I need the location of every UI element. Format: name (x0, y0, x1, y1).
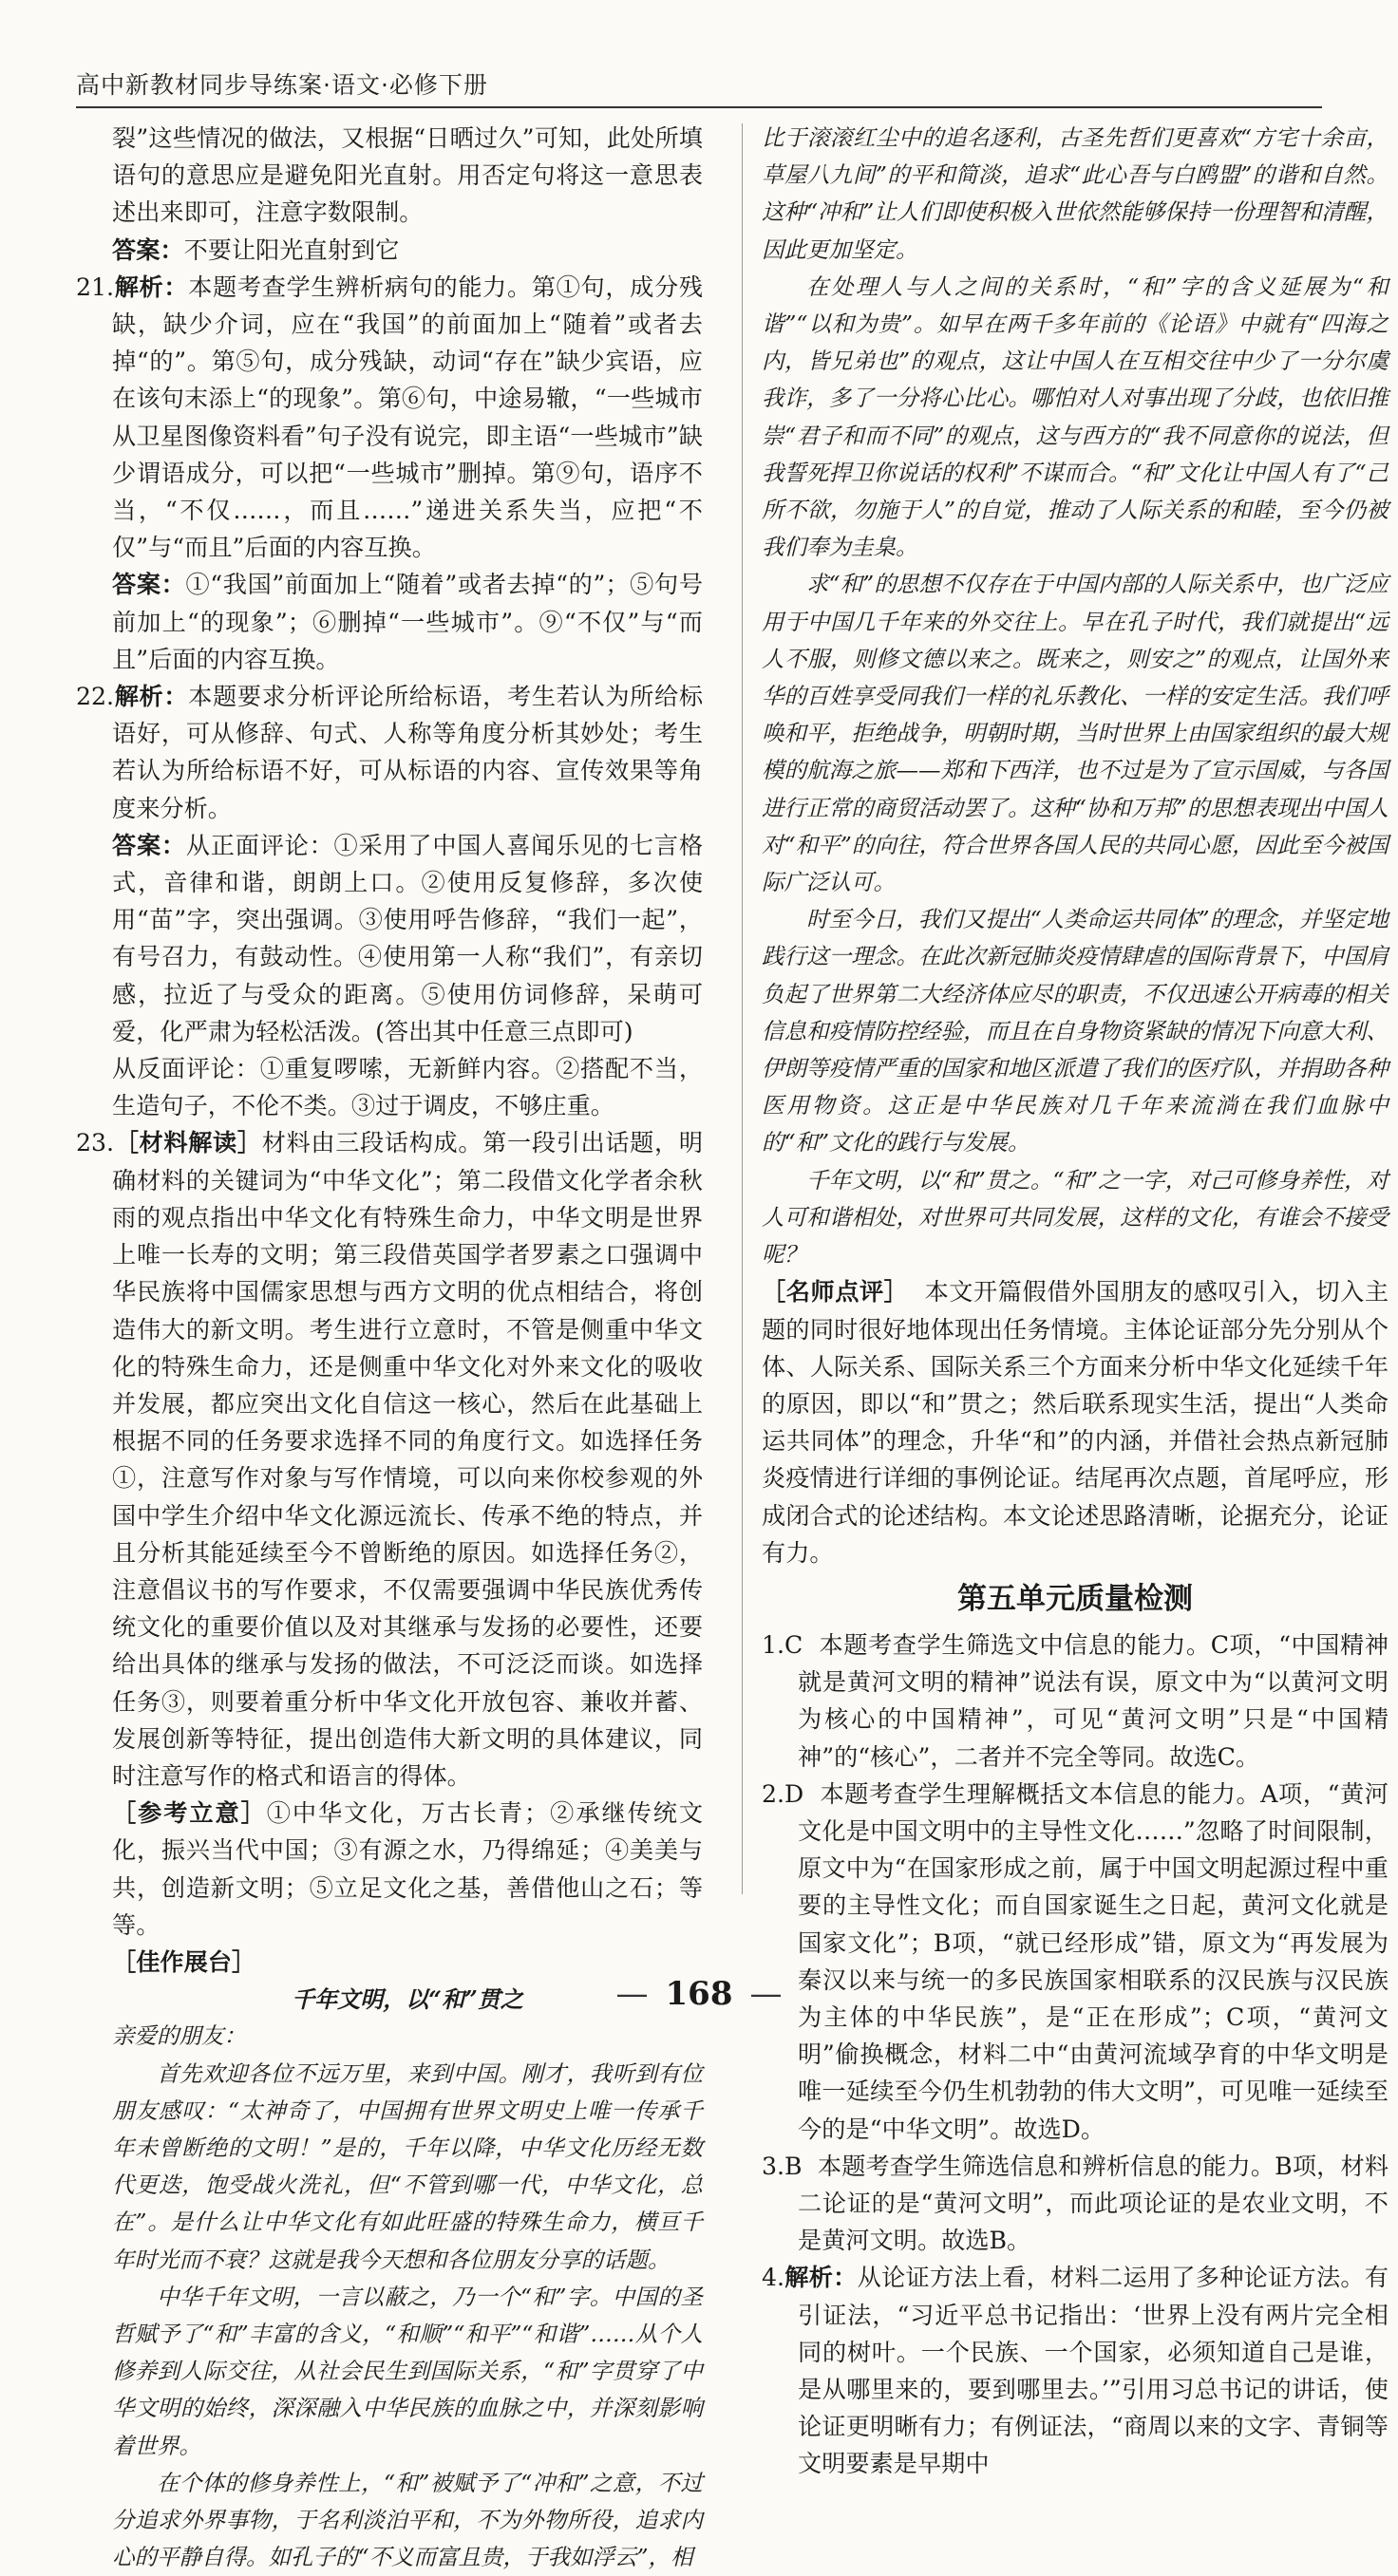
header-rule (76, 106, 1322, 108)
essay (76, 1981, 703, 2576)
essay-paragraph: 在处理人与人之间的关系时，“和”字的含义延展为“和谐”“以和为贵”。如早在两千多年前的《论语》中就有“四海之内，皆兄弟也”的观点，这让中国人在互相交往中少了一分尔虞我诈，多了一分将心比心。哪怕对人对事出现了分歧，也依旧推崇“君子和而不同”的观点，这与西方的“我不同意你的说法，但我誓死捍卫你说话的权利”不谋而合。“和”文化让中国人有了“己所不欲，勿施于人”的自觉，推动了人际关系的和睦，至今仍被我们奉为圭臬。 (762, 273, 1389, 561)
analysis-text: 本题考查学生筛选信息和辨析信息的能力。B项，材料二论证的是“黄河文明”，而此项论证的是农业文明，不是黄河文明。故选B。 (798, 2152, 1389, 2255)
material-label: ［材料解读］ (114, 1128, 262, 1157)
essay-paragraph: 首先欢迎各位不远万里，来到中国。刚才，我听到有位朋友感叹：“太神奇了，中国拥有世界文明史上唯一传承千年未曾断绝的文明！”是的，千年以降，中华文化历经无数代更迭，饱受战火洗礼，但“不管到哪一代，中华文化，总在”。是什么让中华文化有如此旺盛的特殊生命力，横亘千年时光而不衰？这就是我今天想和各位朋友分享的话题。 (112, 2059, 703, 2273)
item-number: 4. (762, 2264, 785, 2292)
reference-ideas (76, 1795, 703, 1944)
showcase-label: ［佳作展台］ (112, 1946, 256, 1976)
answer-22 (76, 827, 703, 1050)
analysis-text: 本题要求分析评论所给标语，考生若认为所给标语好，可从修辞、句式、人称等角度分析其妙处；考生若认为所给标语不好，可从标语的内容、宣传效果等角度来分析。 (112, 683, 704, 822)
material-text: 材料由三段话构成。第一段引出话题，明确材料的关键词为“中华文化”；第二段借文化学者余秋雨的观点指出中华文化有特殊生命力，中华文明是世界上唯一长寿的文明；第三段借英国学者罗素之口强调中华民族将中国儒家思想与西方文明的优点相结合，将创造伟大的新文明。考生进行立意时，不管是侧重中华文化的特殊生命力，还是侧重中华文化对外来文化的吸收并发展，都应突出文化自信这一核心，然后在此基础上根据不同的任务要求选择不同的角度行文。如选择任务①，注意写作对象与写作情境，可以向来你校参观的外国中学生介绍中华文化源远流长、传承不绝的特点，并且分析其能延续至今不曾断绝的原因。如选择任务②，注意倡议书的写作要求，不仅需要强调中华民族优秀传统文化的重要价值以及对其继承与发扬的必要性，还要给出具体的继承与发扬的做法，不可泛泛而谈。如选择任务③，则要着重分析中华文化开放包容、兼收并蓄、发展创新等特征，提出创造伟大新文明的具体建议，同时注意写作的格式和语言的得体。 (112, 1129, 704, 1790)
essay-title: 千年文明，以“和”贯之 (292, 1985, 523, 2014)
teacher-comment (762, 1273, 1389, 1571)
column-divider (742, 123, 743, 1894)
answer-label: 答案： (112, 830, 186, 859)
answer-text: 不要让阳光直射到它 (183, 235, 400, 264)
essay-paragraph: 中华千年文明，一言以蔽之，乃一个“和”字。中国的圣哲赋予了“和”丰富的含义，“和顺”“和平”“和谐”……从个人修养到人际交往，从社会民生到国际关系，“和”字贯穿了中华文明的始终，深深融入中华民族的血脉之中，并深刻影响着世界。 (112, 2283, 703, 2459)
essay-paragraph: 千年文明，以“和”贯之。“和”之一字，对己可修身养性，对人可和谐相处，对世界可共同发展，这样的文化，有谁会不接受呢？ (762, 1166, 1389, 1269)
running-header: 高中新教材同步导练案·语文·必修下册 (76, 71, 488, 99)
answer-line (76, 232, 703, 269)
answer-text: ①“我国”前面加上“随着”或者去掉“的”；⑤句号前加上“的现象”；⑥删掉“一些城市”。⑨“不仅”与“而且”后面的内容互换。 (112, 571, 704, 673)
answer-21 (76, 566, 703, 678)
analysis-label: 解析： (114, 272, 189, 301)
analysis-text: 本题考查学生筛选文中信息的能力。C项，“中国精神就是黄河文明的精神”说法有误，原文中为“以黄河文明为核心的中国精神”，可见“黄河文明”只是“中国精神”的“核心”，二者并不完全等同。故选C。 (798, 1630, 1389, 1771)
answer-text: 从正面评论：①采用了中国人喜闻乐见的七言格式，音律和谐，朗朗上口。②使用反复修辞，多次使用“苗”字，突出强调。③使用呼告修辞，“我们一起”，有号召力，有鼓动性。④使用第一人称“我们”，有亲切感，拉近了与受众的距离。⑤使用仿词修辞，呆萌可爱，化严肃为轻松活泼。(答出其中任意三点即可) (112, 831, 704, 1045)
analysis-text: 本题考查学生辨析病句的能力。第①句，成分残缺，缺少介词，应在“我国”的前面加上“随着”或者去掉“的”。第⑤句，成分残缺，动词“存在”缺少宾语，应在该句末添上“的现象”。第⑥句，中途易辙，“一些城市从卫星图像资料看”句子没有说完，即主语“一些城市”缺少谓语成分，可以把“一些城市”删掉。第⑨句，语序不当，“不仅……，而且……”递进关系失当，应把“不仅”与“而且”后面的内容互换。 (112, 273, 704, 562)
item-number: 2. (762, 1779, 785, 1808)
analysis-label: 解析： (114, 682, 189, 711)
essay-paragraph: 在个体的修身养性上，“和”被赋予了“冲和”之意，不过分追求外界事物，于名利淡泊平和，不为外物所役，追求内心的平静自得。如孔子的“不义而富且贵，于我如浮云”，相 (112, 2469, 703, 2571)
item-number: 1. (762, 1630, 785, 1659)
comment-label: ［名师点评］ (762, 1277, 909, 1307)
analysis-text: 本题考查学生理解概括文本信息的能力。A项，“黄河文化是中国文明中的主导性文化……”忽略了时间限制，原文中为“在国家形成之前，属于中国文明起源过程中重要的主导性文化；而自国家诞生之日起，黄河文化就是国家文化”；B项，“就已经形成”错，原文为“再发展为秦汉以来与统一的多民族国家相联系的汉民族与汉民族为主体的中华民族”，是“正在形成”；C项，“黄河文明”偷换概念，材料二中“由黄河流域孕育的中华文明是唯一延续至今仍生机勃勃的伟大文明”，可见唯一延续至今的是“中华文明”。故选D。 (798, 1779, 1389, 2143)
item-22 (76, 678, 703, 827)
essay-greeting: 亲爱的朋友： (112, 2022, 246, 2050)
answer-22-negative: 从反面评论：①重复啰嗦，无新鲜内容。②搭配不当，生造句子，不伦不类。③过于调皮，不够庄重。 (112, 1055, 703, 1120)
essay-paragraph: 时至今日，我们又提出“人类命运共同体”的理念，并坚定地践行这一理念。在此次新冠肺炎疫情肆虐的国际背景下，中国肩负起了世界第二大经济体应尽的职责，不仅迅速公开病毒的相关信息和疫情防控经验，而且在自身物资紧缺的情况下向意大利、伊朗等疫情严重的国家和地区派遣了我们的医疗队，并捐助各种医用物资。这正是中华民族对几千年来流淌在我们血脉中的“和”文化的践行与发展。 (762, 906, 1389, 1156)
answer-item-3 (762, 2148, 1389, 2260)
answer-item-2 (762, 1776, 1389, 2148)
page-number: — 168 — (615, 1975, 783, 2013)
choice-letter: C (784, 1630, 803, 1659)
item-number: 22. (76, 683, 115, 711)
answer-item-4 (762, 2259, 1389, 2482)
item-number: 3. (762, 2152, 785, 2180)
analysis-text: 从论证方法上看，材料二运用了多种论证方法。有引证法，“习近平总书记指出：‘世界上没有两片完全相同的树叶。一个民族、一个国家，必须知道自己是谁，是从哪里来的，要到哪里去。’”引用习总书记的讲话，使论证更明晰有力；有例证法，“商周以来的文字、青铜等文明要素是早期中 (798, 2264, 1389, 2478)
item-23 (76, 1124, 703, 1795)
answer-label: 答案： (112, 235, 184, 264)
page-number-value: 168 (665, 1975, 733, 2013)
answer-label: 答案： (112, 570, 186, 599)
choice-letter: B (784, 2152, 803, 2180)
essay-paragraph: 比于滚滚红尘中的追名逐利，古圣先哲们更喜欢“方宅十余亩，草屋八九间”的平和简淡，追求“此心吾与白鸥盟”的谐和自然。这种“冲和”让人们即使积极入世依然能够保持一份理智和清醒，因此更加坚定。 (762, 124, 1389, 263)
left-column (76, 120, 703, 2576)
comment-text: 本文开篇假借外国朋友的感叹引入，切入主题的同时很好地体现出任务情境。主体论证部分先分别从个体、人际关系、国际关系三个方面来分析中华文化延续千年的原因，即以“和”贯之；然后联系现实生活，提出“人类命运共同体”的理念，升华“和”的内涵，并借社会热点新冠肺炎疫情进行详细的事例论证。结尾再次点题，首尾呼应，形成闭合式的论述结构。本文论述思路清晰，论据充分，论证有力。 (762, 1278, 1389, 1567)
essay-paragraph: 求“和”的思想不仅存在于中国内部的人际关系中，也广泛应用于中国几千年来的外交往上。早在孔子时代，我们就提出“远人不服，则修文德以来之。既来之，则安之”的观点，让国外来华的百姓享受同我们一样的礼乐教化、一样的安定生活。我们呼唤和平，拒绝战争，明朝时期，当时世界上由国家组织的最大规模的航海之旅——郑和下西洋，也不过是为了宣示国威，与各国进行正常的商贸活动罢了。这种“协和万邦”的思想表现出中国人对“和平”的向往，符合世界各国人民的共同心愿，因此至今被国际广泛认可。 (762, 571, 1389, 896)
continued-paragraph: 裂”这些情况的做法，又根据“日晒过久”可知，此处所填语句的意思应是避免阳光直射。用否定句将这一意思表述出来即可，注意字数限制。 (112, 124, 703, 227)
reference-text: ①中华文化，万古长青；②承继传统文化，振兴当代中国；③有源之水，乃得绵延；④美美与共，创造新文明；⑤立足文化之基，善借他山之石；等等。 (112, 1799, 704, 1939)
answer-item-1 (762, 1626, 1389, 1776)
reference-label: ［参考立意］ (112, 1798, 267, 1828)
item-21 (76, 269, 703, 567)
essay-continued (762, 120, 1389, 1273)
choice-letter: D (784, 1779, 804, 1808)
analysis-label: 解析： (784, 2263, 858, 2292)
item-number: 21. (76, 273, 115, 301)
item-number: 23. (76, 1129, 115, 1157)
right-column (762, 120, 1389, 2483)
section-title: 第五单元质量检测 (957, 1581, 1193, 1616)
